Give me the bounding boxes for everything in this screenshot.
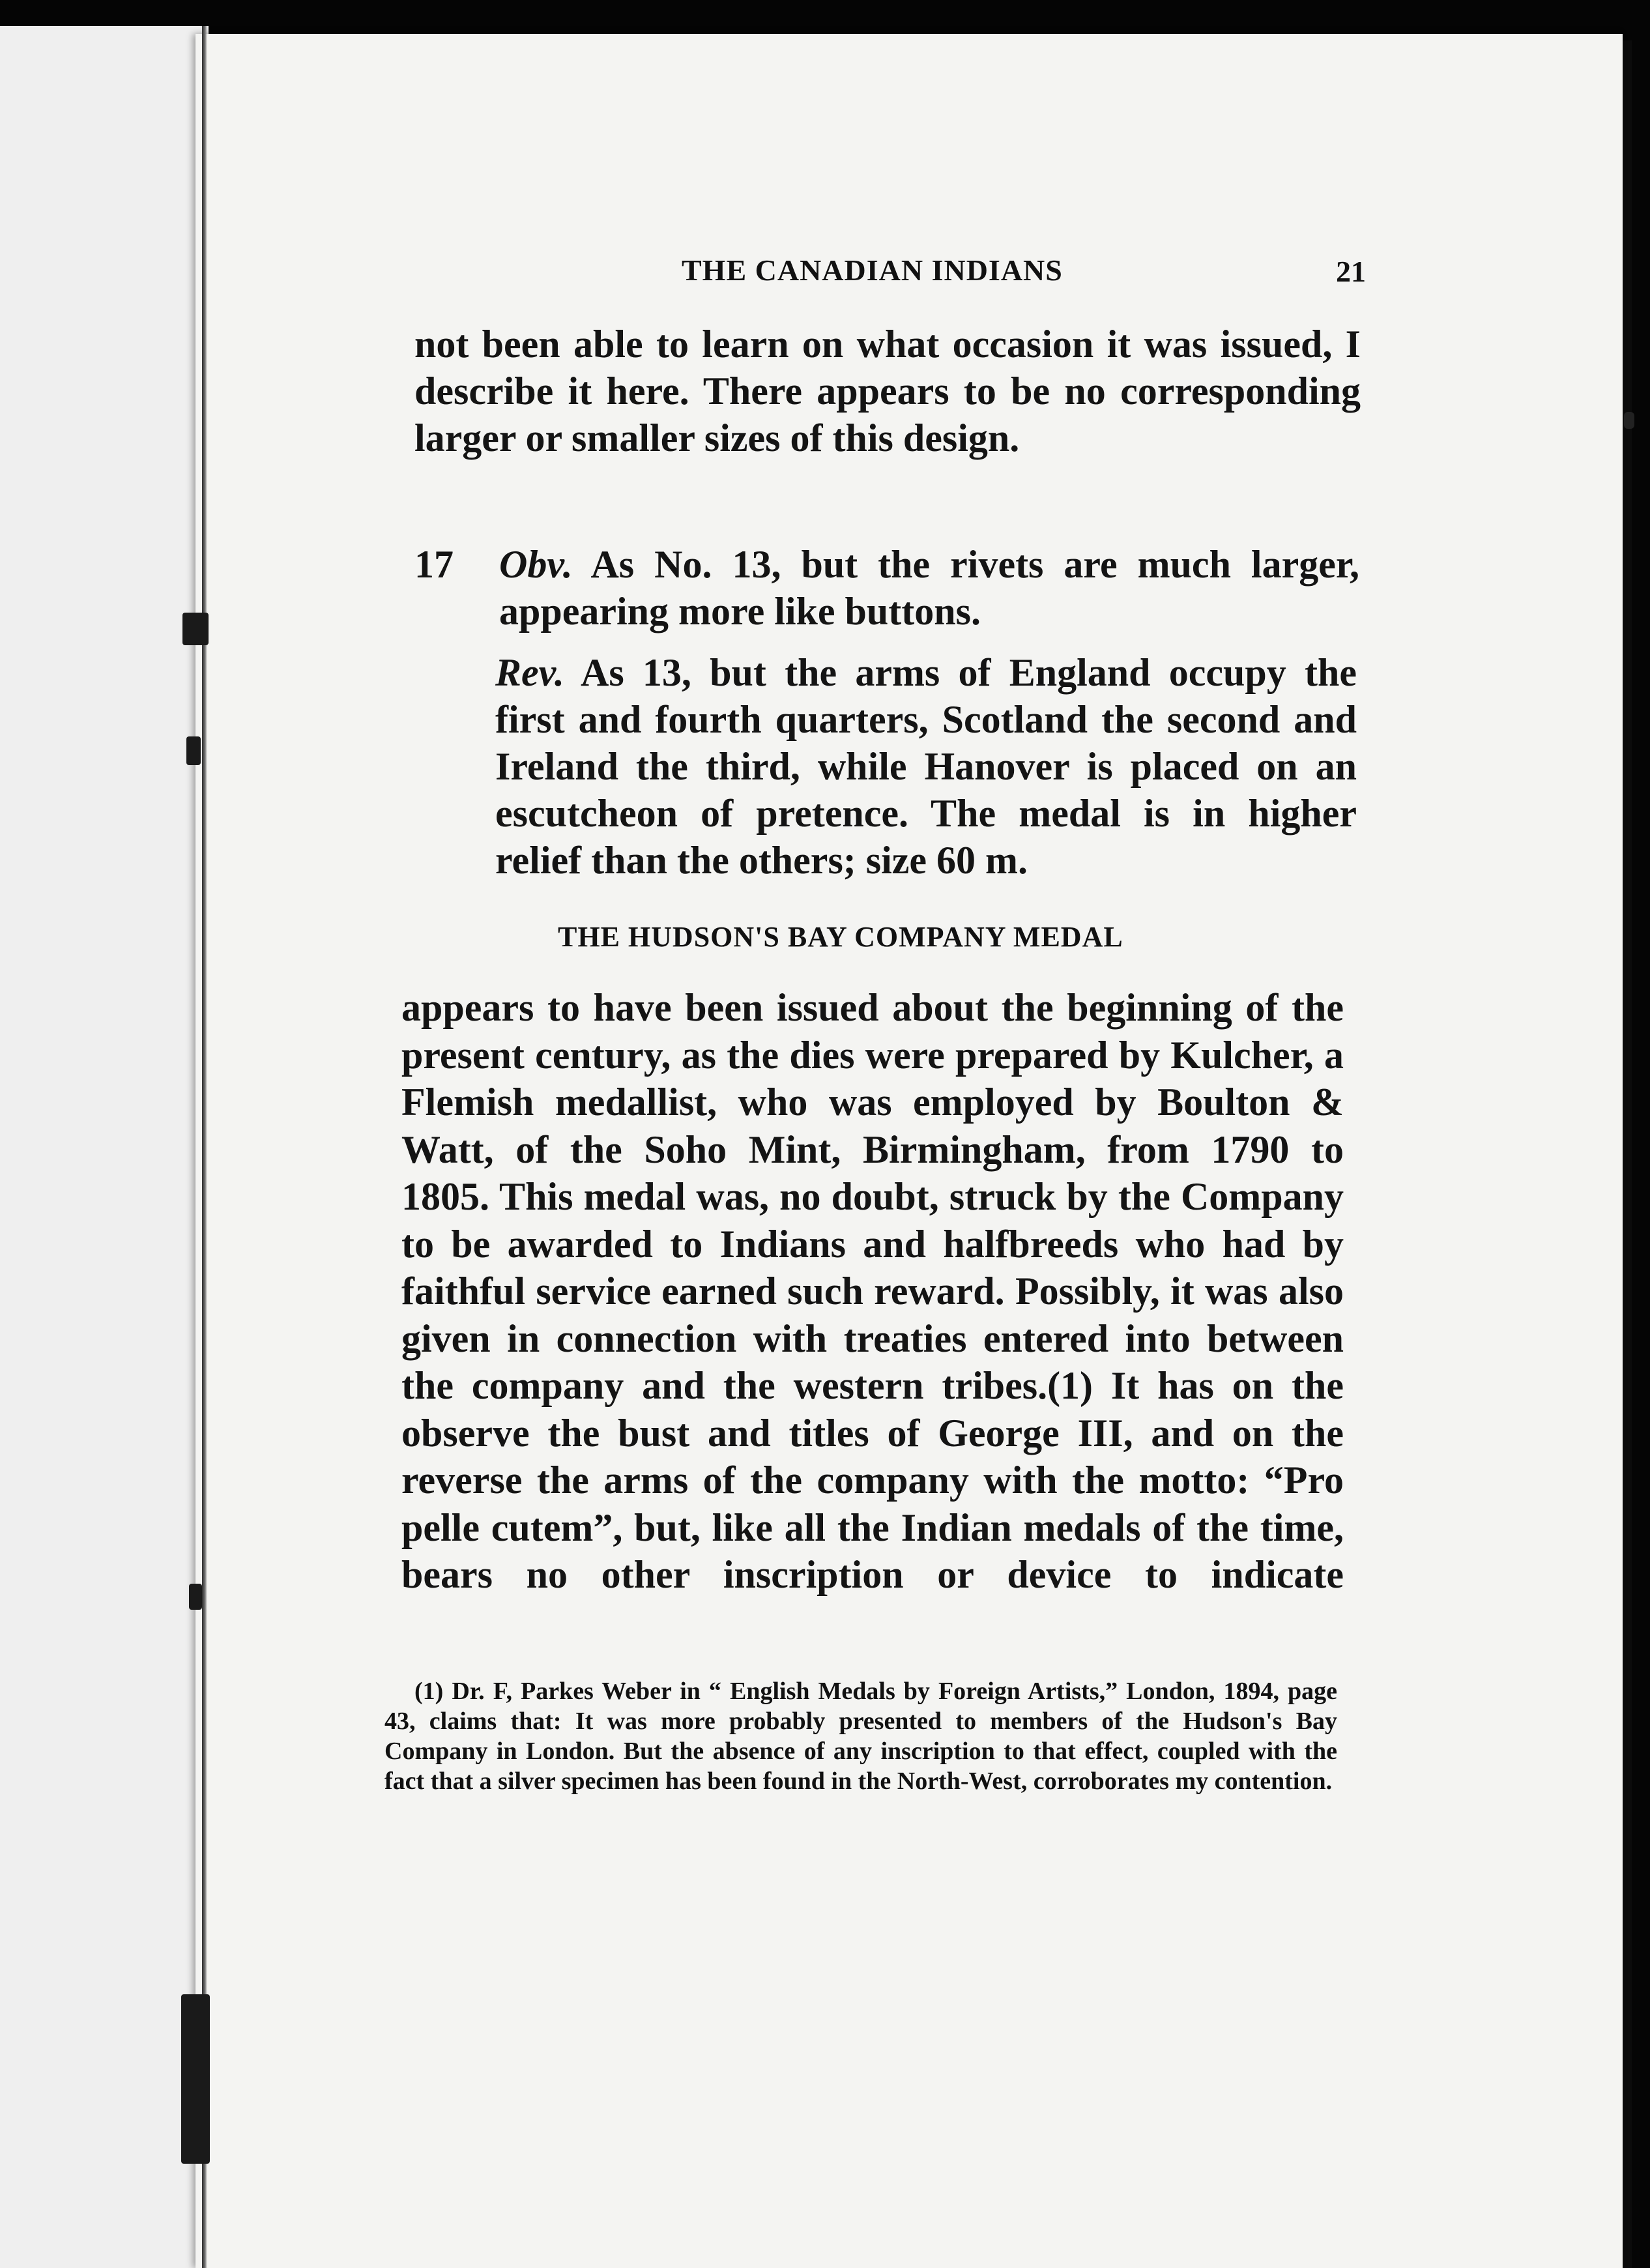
binding-mark: [181, 1994, 210, 2164]
section-heading: THE HUDSON'S BAY COMPANY MEDAL: [558, 921, 1123, 953]
binding-mark: [189, 1584, 202, 1610]
scan-border-right: [1632, 0, 1650, 2268]
facing-page-edge: [0, 26, 209, 2268]
binding-mark: [186, 736, 201, 765]
entry-obverse: [499, 541, 1359, 635]
entry-reverse: [495, 649, 1357, 884]
page-edge-mark: [1624, 412, 1634, 429]
footnote: (1) Dr. F, Parkes Weber in “ English Medals by Foreign Artists,” London, 1894, page 43, claims that: It was more probably presented to members of the Hudson's Bay Company in London. But the absence of any inscription to that effect, coupled with the fact that a silver specimen has been found in the North-West, corroborates my contention.: [384, 1678, 1337, 1795]
reverse-text: As 13, but the arms of England occupy the first and fourth quarters, Scotland the second and Ireland the third, while Hanover is placed on an escutcheon of pretence. The medal is in higher relief than the others; size 60 m.: [495, 651, 1357, 882]
hudsons-bay-paragraph: appears to have been issued about the beginning of the present century, as the dies were prepared by Kulcher, a Flemish medallist, who was employed by Boulton & Watt, of the Soho Mint, Birmingham, from 1790 to 1805. This medal was, no doubt, struck by the Company to be awarded to Indians and halfbreeds who had by faithful service earned such reward. Possibly, it was also given in connection with treaties entered into between the company and the western tribes.(1) It has on the observe the bust and titles of George III, and on the reverse the arms of the company with the motto: “Pro pelle cutem”, but, like all the Indian medals of the time, bears no other inscription or device to indicate: [401, 986, 1344, 1596]
reverse-label: Rev.: [495, 651, 565, 694]
binding-mark: [182, 613, 209, 645]
page-gutter: [202, 26, 207, 2268]
entry-number: 17: [414, 543, 454, 586]
obverse-label: Obv.: [499, 543, 573, 586]
running-header: [682, 253, 1366, 298]
obverse-text: As No. 13, but the rivets are much larger, appearing more like buttons.: [499, 543, 1359, 633]
page-number: 21: [1336, 255, 1366, 288]
continuation-paragraph: not been able to learn on what occasion it was issued, I describe it here. There appears to be no corresponding larger or smaller sizes of this design.: [414, 323, 1361, 459]
running-title: THE CANADIAN INDIANS: [682, 254, 1063, 287]
